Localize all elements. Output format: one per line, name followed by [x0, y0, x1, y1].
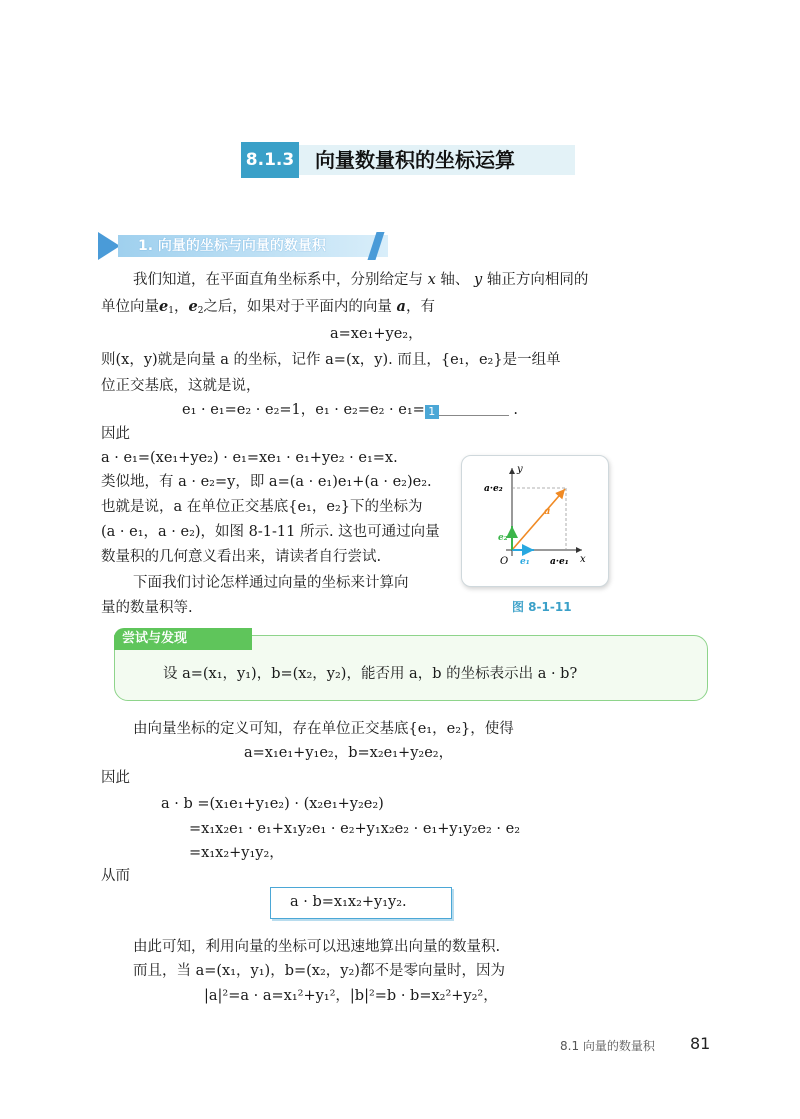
equation-5-line2: =x₁x₂e₁ · e₁+x₁y₂e₁ · e₂+y₁x₂e₂ · e₁+y₁y₂e₂ · e₂ — [189, 821, 521, 837]
title-tail — [554, 145, 566, 175]
vector-diagram — [462, 456, 608, 586]
section-number: 8.1.3 — [241, 142, 299, 178]
therefore-2: 因此 — [101, 770, 130, 786]
para3-line1: 类似地，有 a · e₂=y，即 a=(a · e₁)e₁+(a · e₂)e₂. — [101, 474, 432, 490]
blank-number: 1 — [425, 405, 439, 419]
para3-line5: 下面我们讨论怎样通过向量的坐标来计算向 — [133, 575, 409, 591]
equation-5-line3: =x₁x₂+y₁y₂， — [189, 845, 284, 861]
vector-a — [512, 489, 565, 550]
try-discover-tab — [114, 628, 258, 652]
label-ae2: a·e₂ — [484, 484, 503, 494]
label-origin: O — [500, 556, 509, 567]
banner-arrow-icon — [98, 232, 120, 260]
label-y: y — [517, 464, 523, 475]
para1-line1: 我们知道，在平面直角坐标系中，分别给定与 x 轴、 y 轴正方向相同的 — [133, 272, 589, 288]
para3-line2: 也就是说，a 在单位正交基底{e₁，e₂}下的坐标为 — [101, 499, 423, 515]
label-x: x — [580, 554, 586, 565]
label-ae1: a·e₁ — [550, 557, 569, 567]
subsection-title: 1. 向量的坐标与向量的数量积 — [118, 235, 388, 257]
therefore-1: 因此 — [101, 426, 130, 442]
para2-line1: 则(x，y)就是向量 a 的坐标，记作 a=(x，y). 而且，{e₁，e₂}是一组单 — [101, 352, 561, 368]
para3-line6: 量的数量积等. — [101, 600, 193, 616]
section-title — [241, 142, 566, 178]
para1-line2: 单位向量$e_1$，$e_2$之后，如果对于平面内的向量 a，有 — [101, 298, 435, 316]
label-e2: e₂ — [498, 533, 508, 543]
equation-5-line1: a · b =(x₁e₁+y₁e₂) · (x₂e₁+y₂e₂) — [161, 796, 384, 812]
figure-card — [461, 455, 609, 587]
footer-chapter: 8.1 向量的数量积 — [560, 1039, 655, 1053]
page-number: 81 — [690, 1034, 711, 1053]
label-e1: e₁ — [520, 557, 530, 567]
equation-2: e₁ · e₁=e₂ · e₂=1，e₁ · e₂=e₂ · e₁= 1 . — [182, 402, 519, 418]
label-a: a — [544, 506, 551, 517]
equation-4: a=x₁e₁+y₁e₂，b=x₂e₁+y₂e₂， — [244, 745, 454, 761]
equation-3: a · e₁=(xe₁+ye₂) · e₁=xe₁ · e₁+ye₂ · e₁=x. — [101, 450, 398, 466]
subsection-banner — [98, 232, 380, 260]
section-heading: 向量数量积的坐标运算 — [299, 145, 575, 175]
para2-line2: 位正交基底，这就是说， — [101, 378, 261, 394]
para3-line3: (a · e₁，a · e₂)，如图 8-1-11 所示. 这也可通过向量 — [101, 524, 440, 540]
para3-line4: 数量积的几何意义看出来，请读者自行尝试. — [101, 549, 382, 565]
equation-1: a=xe₁+ye₂， — [330, 326, 423, 342]
try-discover-text: 设 a=(x₁，y₁)，b=(x₂，y₂)，能否用 a，b 的坐标表示出 a · b? — [163, 666, 578, 682]
hence: 从而 — [101, 868, 130, 884]
equation-6: |a|²=a · a=x₁²+y₁²，|b|²=b · b=x₂²+y₂²， — [204, 988, 498, 1004]
blank-line — [439, 401, 509, 416]
para4: 由向量坐标的定义可知，存在单位正交基底{e₁，e₂}，使得 — [133, 721, 514, 737]
figure-caption: 图 8-1-11 — [512, 600, 572, 614]
para5-line2: 而且，当 a=(x₁，y₁)，b=(x₂，y₂)都不是零向量时，因为 — [133, 963, 505, 979]
para5-line1: 由此可知，利用向量的坐标可以迅速地算出向量的数量积. — [133, 939, 501, 955]
result-formula: a · b=x₁x₂+y₁y₂. — [290, 894, 407, 910]
try-discover-label: 尝试与发现 — [114, 628, 252, 650]
